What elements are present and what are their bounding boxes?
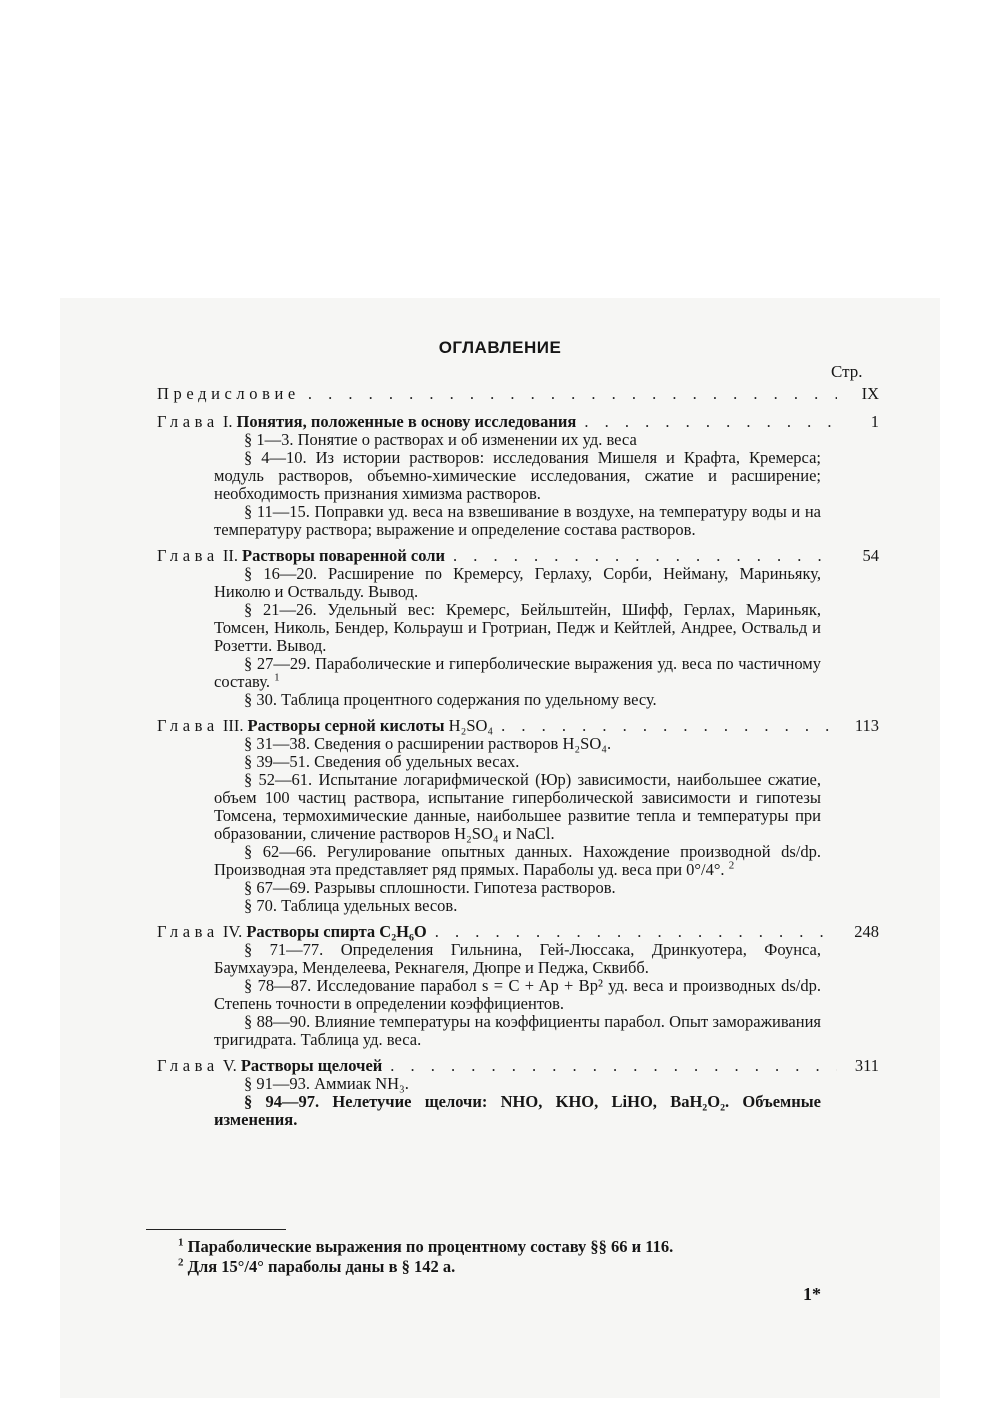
dot-leader xyxy=(584,413,837,431)
dot-leader xyxy=(453,547,837,565)
preface-label: Предисловие xyxy=(157,384,300,403)
chapter-number: III. xyxy=(222,716,244,735)
chapter-prefix: Глава xyxy=(157,922,219,941)
chapter-5 xyxy=(157,1057,879,1129)
chapter-1 xyxy=(157,413,879,539)
dot-leader xyxy=(501,717,837,735)
chapter-prefix: Глава xyxy=(157,546,219,565)
printer-signature: 1* xyxy=(803,1284,821,1304)
chapter-prefix: Глава xyxy=(157,716,219,735)
section-paragraph: § 39—51. Сведения об удельных весах. xyxy=(244,752,520,771)
chapter-formula: C₂H₆O xyxy=(379,922,427,941)
chapter-sections xyxy=(214,431,821,539)
section-paragraph: § 91—93. Аммиак NH₃. xyxy=(244,1074,409,1093)
footnote-number: 2 xyxy=(178,1256,184,1269)
chapter-number: IV. xyxy=(222,922,243,941)
chapter-prefix: Глава xyxy=(157,412,219,431)
footnote-mark[interactable]: 2 xyxy=(728,859,735,872)
section-paragraph: § 30. Таблица процентного содержания по удельному весу. xyxy=(244,690,657,709)
chapter-sections xyxy=(214,941,821,1049)
dot-leader xyxy=(308,385,837,403)
chapter-page: 311 xyxy=(854,1056,879,1075)
page-title: ОГЛАВЛЕНИЕ xyxy=(438,338,562,357)
section-text: § 62—66. Регулирование опытных данных. Нахождение производной ds/dp. Производная эта представляет ряд прямых. Параболы уд. веса при 0°/4°. xyxy=(214,842,821,879)
section-paragraph: § 52—61. Испытание логарифмической (Юр) зависимости, наибольшее сжатие, объем 100 частиц раствора, испытание гиперболической зависимости и гипотезы Томсена, термохимические данные, наибольшее развитие тепла и температуры при образовании, сличение растворов H₂SO₄ и NaCl. xyxy=(214,770,821,843)
section-paragraph: § 78—87. Исследование парабол s = C + Ap + Bp² уд. веса и производных ds/dp. Степень точности в определении коэффициентов. xyxy=(214,976,821,1013)
toc-entry-chapter-2[interactable] xyxy=(157,547,879,565)
footnote-text: Для 15°/4° параболы даны в § 142 а. xyxy=(187,1257,456,1276)
chapter-prefix: Глава xyxy=(157,1056,219,1075)
section-paragraph: § 70. Таблица удельных весов. xyxy=(244,896,458,915)
chapter-2 xyxy=(157,547,879,709)
toc-entry-chapter-5[interactable] xyxy=(157,1057,879,1075)
chapter-sections xyxy=(214,565,821,709)
chapter-title: Растворы серной кислоты xyxy=(247,716,445,735)
section-paragraph: § 94—97. Нелетучие щелочи: NHO, KHO, LiHO, BaH₂O₂. Объемные изменения. xyxy=(214,1092,821,1129)
section-paragraph: § 1—3. Понятие о растворах и об изменении их уд. веса xyxy=(244,430,637,449)
chapter-title: Растворы щелочей xyxy=(240,1056,383,1075)
section-paragraph: § 4—10. Из истории растворов: исследования Мишеля и Крафта, Кремерса; модуль растворов, объемно-химические исследования, сжатие и расширение; необходимость признания химизма растворов. xyxy=(214,448,821,503)
chapter-3 xyxy=(157,717,879,915)
section-paragraph: § 16—20. Расширение по Кремерсу, Герлаху, Сорби, Нейману, Мариньяку, Николю и Оствальду. Вывод. xyxy=(214,564,821,601)
section-paragraph: § 11—15. Поправки уд. веса на взвешивание в воздухе, на температуру воды и на температуру раствора; выражение и определение состава растворов. xyxy=(214,502,821,539)
section-paragraph xyxy=(214,655,821,691)
footnote-number: 1 xyxy=(178,1236,184,1249)
chapter-sections xyxy=(214,1075,821,1129)
chapter-4 xyxy=(157,923,879,1049)
footnotes xyxy=(178,1237,673,1277)
chapter-page: 54 xyxy=(862,546,879,565)
chapter-number: V. xyxy=(222,1056,237,1075)
chapter-title: Растворы поваренной соли xyxy=(242,546,446,565)
footnote-2 xyxy=(178,1257,673,1277)
section-paragraph xyxy=(214,843,821,879)
toc-entry-preface[interactable] xyxy=(157,385,879,403)
section-paragraph: § 88—90. Влияние температуры на коэффициенты парабол. Опыт замораживания тригидрата. Таблица уд. веса. xyxy=(214,1012,821,1049)
footnote-1 xyxy=(178,1237,673,1257)
chapter-title: Понятия, положенные в основу исследования xyxy=(236,412,577,431)
preface-page: IX xyxy=(861,384,879,403)
chapter-sections xyxy=(214,735,821,915)
chapter-number: II. xyxy=(222,546,239,565)
section-text: § 27—29. Параболические и гиперболические выражения уд. веса по частичному составу. xyxy=(214,654,821,691)
footnote-divider xyxy=(146,1229,286,1230)
toc-entry-chapter-3[interactable] xyxy=(157,717,879,735)
page-column-header: Стр. xyxy=(831,362,863,381)
chapter-formula: H₂SO₄ xyxy=(448,716,494,735)
footnote-text: Параболические выражения по процентному составу §§ 66 и 116. xyxy=(187,1237,674,1256)
section-paragraph: § 31—38. Сведения о расширении растворов H₂SO₄. xyxy=(244,734,612,753)
chapter-page: 1 xyxy=(870,412,879,431)
toc-entry-chapter-4[interactable] xyxy=(157,923,879,941)
toc-entry-chapter-1[interactable] xyxy=(157,413,879,431)
section-paragraph: § 71—77. Определения Гильнина, Гей-Люссака, Дринкуотера, Фоунса, Баумхауэра, Менделеева, Рекнагеля, Дюпре и Педжа, Сквибб. xyxy=(214,940,821,977)
chapter-page: 248 xyxy=(854,922,879,941)
dot-leader xyxy=(435,923,837,941)
chapter-number: I. xyxy=(222,412,233,431)
chapter-title: Растворы спирта xyxy=(246,922,376,941)
dot-leader xyxy=(390,1057,837,1075)
table-of-contents xyxy=(157,385,879,1137)
section-paragraph: § 67—69. Разрывы сплошности. Гипотеза растворов. xyxy=(244,878,616,897)
chapter-page: 113 xyxy=(854,716,879,735)
footnote-mark[interactable]: 1 xyxy=(274,671,280,684)
section-paragraph: § 21—26. Удельный вес: Кремерс, Бейльштейн, Шифф, Герлах, Мариньяк, Томсен, Николь, Бендер, Кольрауш и Гротриан, Педж и Кейтлей, Андрее, Оствальд и Розетти. Вывод. xyxy=(214,600,821,655)
